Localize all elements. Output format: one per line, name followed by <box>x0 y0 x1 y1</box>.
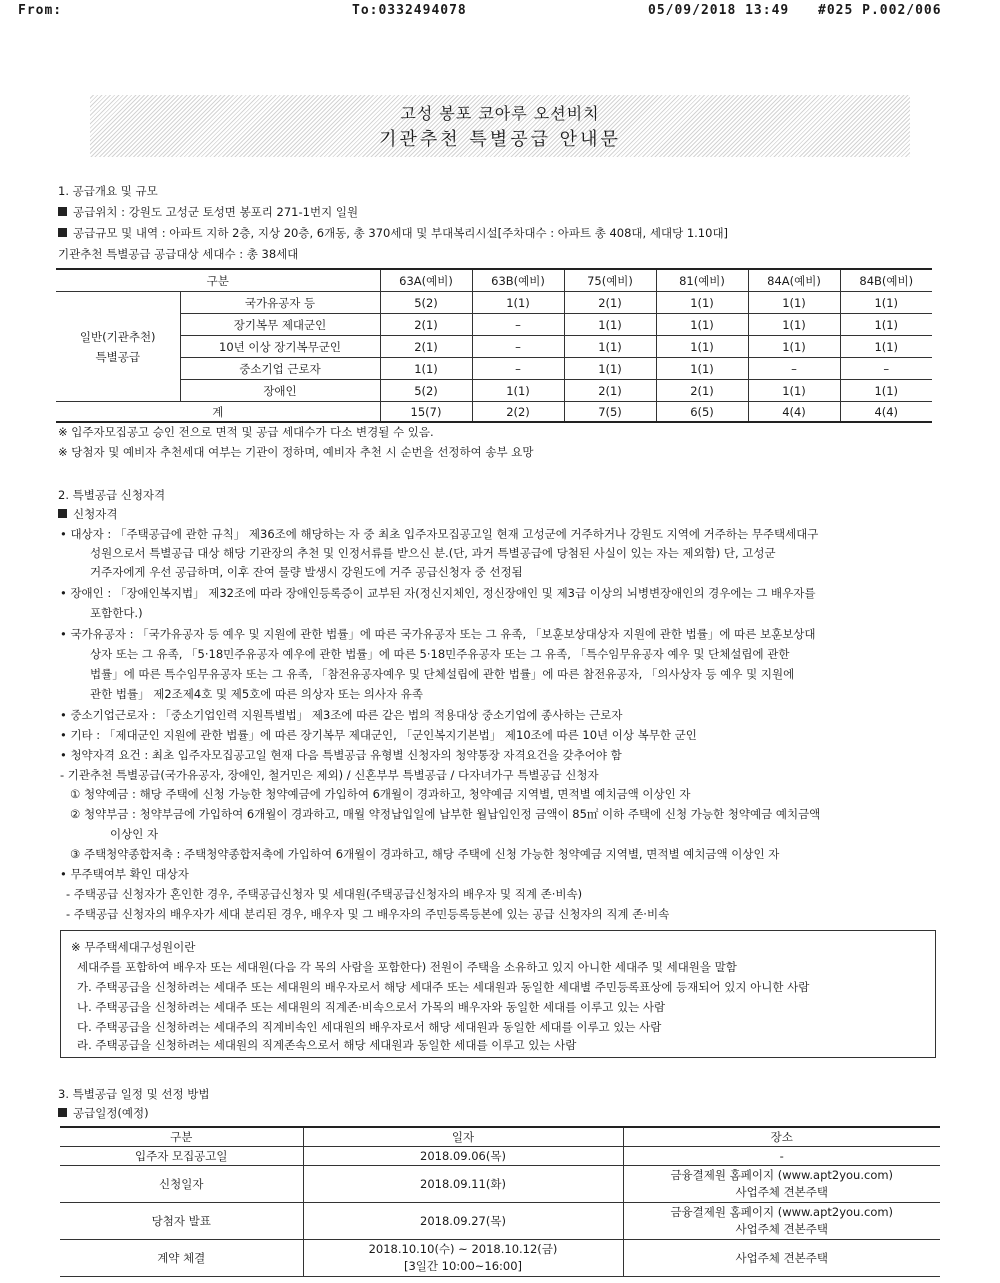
fax-page: #025 P.002/006 <box>818 3 942 18</box>
cell: 1(1) <box>472 292 564 314</box>
place-cell: - <box>623 1147 940 1166</box>
square-bullet-icon <box>58 207 67 216</box>
row-label: 계약 체결 <box>60 1240 303 1277</box>
text-line: 상자 또는 그 유족, 「5·18민주유공자 예우에 관한 법률」에 따른 5·18민주유공자 또는 그 유족, 「특수임무유공자 예우 및 단체설립에 관한 <box>90 647 790 661</box>
table-row <box>56 380 932 402</box>
cell: 1(1) <box>472 380 564 402</box>
supply-location: 공급위치 : 강원도 고성군 토성면 봉포리 271-1번지 일원 <box>58 204 358 220</box>
cell: 2(1) <box>380 336 472 358</box>
cell: 2(2) <box>472 402 564 423</box>
box-line: 나. 주택공급을 신청하려는 세대주 또는 세대원의 직계존·비속으로서 가목의 배우자와 동일한 세대를 이루고 있는 사람 <box>77 1000 666 1014</box>
header-cell: 84A(예비) <box>748 269 840 292</box>
supply-table <box>56 268 932 423</box>
cell: 1(1) <box>748 314 840 336</box>
cell: 1(1) <box>656 358 748 380</box>
cell: 15(7) <box>380 402 472 423</box>
section2-sub: 신청자격 <box>58 506 117 522</box>
supply-scale: 공급규모 및 내역 : 아파트 지하 2층, 지상 20층, 6개동, 총 370세대 및 부대복리시설[주차대수 : 아파트 총 408대, 세대당 1.10대] <box>58 225 728 241</box>
date-cell: 2018.09.06(목) <box>303 1147 623 1166</box>
fax-from: From: <box>18 3 63 18</box>
text-line: • 기타 : 「제대군인 지원에 관한 법률」에 따른 장기복무 제대군인, 「군인복지기본법」 제10조에 따른 10년 이상 복무한 군인 <box>60 728 697 742</box>
text-line: 포함한다.) <box>90 606 143 620</box>
cell: 7(5) <box>564 402 656 423</box>
section3-sub: 공급일정(예정) <box>58 1105 149 1121</box>
target-count: 기관추천 특별공급 공급대상 세대수 : 총 38세대 <box>58 247 299 261</box>
doc-title-line2: 기관추천 특별공급 안내문 <box>379 129 621 150</box>
cell: 1(1) <box>748 380 840 402</box>
place-cell: 금융결제원 홈페이지 (www.apt2you.com) 사업주체 견본주택 <box>623 1166 940 1203</box>
section1-heading: 1. 공급개요 및 규모 <box>58 184 158 198</box>
table-row <box>56 336 932 358</box>
text-line: • 중소기업근로자 : 「중소기업인력 지원특별법」 제3조에 따른 같은 법의 적용대상 중소기업에 종사하는 근로자 <box>60 708 623 722</box>
cell: 2(1) <box>380 314 472 336</box>
cell: 1(1) <box>840 336 932 358</box>
cell: 1(1) <box>564 314 656 336</box>
cell: – <box>748 358 840 380</box>
section3-heading: 3. 특별공급 일정 및 선정 방법 <box>58 1087 210 1101</box>
table-row <box>60 1240 940 1277</box>
cell: 1(1) <box>840 292 932 314</box>
header-cell: 63B(예비) <box>472 269 564 292</box>
table-row <box>60 1203 940 1240</box>
text-line: ① 청약예금 : 해당 주택에 신청 가능한 청약예금에 가입하여 6개월이 경과하고, 청약예금 지역별, 면적별 예치금액 이상인 자 <box>70 787 691 801</box>
date-cell: 2018.09.27(목) <box>303 1203 623 1240</box>
row-label: 당첨자 발표 <box>60 1203 303 1240</box>
row-label: 장기복무 제대군인 <box>180 314 380 336</box>
cell: – <box>840 358 932 380</box>
row-label: 국가유공자 등 <box>180 292 380 314</box>
square-bullet-icon <box>58 509 67 518</box>
cell: – <box>472 358 564 380</box>
cell: 1(1) <box>380 358 472 380</box>
table-row <box>56 314 932 336</box>
table-row <box>56 292 932 314</box>
box-line: 가. 주택공급을 신청하려는 세대주 또는 세대원의 배우자로서 해당 세대주 또는 세대원과 동일한 세대별 주민등록표상에 등재되어 있지 아니한 사람 <box>77 980 810 994</box>
text-line: ② 청약부금 : 청약부금에 가입하여 6개월이 경과하고, 매월 약정납입일에 납부한 월납입인정 금액이 85㎡ 이하 주택에 신청 가능한 청약예금 예치금액 <box>70 807 821 821</box>
text-line: 성원으로서 특별공급 대상 해당 기관장의 추천 및 인정서류를 받으신 분.(단, 과거 특별공급에 당첨된 사실이 있는 자는 제외함) 단, 고성군 <box>90 546 776 560</box>
definition-box <box>60 930 936 1058</box>
square-bullet-icon <box>58 1108 67 1117</box>
section2-heading: 2. 특별공급 신청자격 <box>58 488 166 502</box>
cell: 1(1) <box>656 314 748 336</box>
row-label: 장애인 <box>180 380 380 402</box>
schedule-table <box>60 1126 940 1277</box>
text-line: ③ 주택청약종합저축 : 주택청약종합저축에 가입하여 6개월이 경과하고, 해당 주택에 신청 가능한 청약예금 지역별, 면적별 예치금액 이상인 자 <box>70 847 780 861</box>
cell: 1(1) <box>748 292 840 314</box>
header-cell: 구분 <box>56 269 380 292</box>
date-cell: 2018.10.10(수) ~ 2018.10.12(금) [3일간 10:00~16:00] <box>303 1240 623 1277</box>
text-line: 법률」에 따른 특수임무유공자 또는 그 유족, 「참전유공자예우 및 단체설립에 관한 법률」에 따른 참전유공자, 「의사상자 등 예우 및 지원에 <box>90 667 795 681</box>
text-line: 관한 법률」 제2조제4호 및 제5호에 따른 의상자 또는 의사자 유족 <box>90 687 423 701</box>
header-cell: 구분 <box>60 1127 303 1147</box>
row-label: 10년 이상 장기복무군인 <box>180 336 380 358</box>
header-cell: 장소 <box>623 1127 940 1147</box>
cell: 5(2) <box>380 380 472 402</box>
note-line: ※ 당첨자 및 예비자 추천세대 여부는 기관이 정하며, 예비자 추천 시 순번을 선정하여 송부 요망 <box>58 445 534 459</box>
cell: 1(1) <box>564 336 656 358</box>
total-label: 계 <box>56 402 380 423</box>
cell: 1(1) <box>656 292 748 314</box>
text-line: • 장애인 : 「장애인복지법」 제32조에 따라 장애인등록증이 교부된 자(정신지체인, 정신장애인 및 제3급 이상의 뇌병변장애인의 경우에는 그 배우자를 <box>60 586 816 600</box>
doc-title-line1: 고성 봉포 코아루 오션비치 <box>400 104 600 123</box>
header-cell: 75(예비) <box>564 269 656 292</box>
total-row <box>56 402 932 423</box>
cell: 1(1) <box>656 336 748 358</box>
square-bullet-icon <box>58 228 67 237</box>
header-cell: 81(예비) <box>656 269 748 292</box>
fax-to: To:0332494078 <box>352 3 467 18</box>
cell: – <box>472 314 564 336</box>
cell: 1(1) <box>840 314 932 336</box>
cell: – <box>472 336 564 358</box>
table-header-row <box>56 269 932 292</box>
table-header-row <box>60 1127 940 1147</box>
text-line: - 주택공급 신청자의 배우자가 세대 분리된 경우, 배우자 및 그 배우자의 주민등록등본에 있는 공급 신청자의 직계 존·비속 <box>66 907 670 921</box>
box-title: ※ 무주택세대구성원이란 <box>71 940 196 954</box>
place-cell: 사업주체 견본주택 <box>623 1240 940 1277</box>
fax-header <box>0 3 1000 21</box>
text-line: - 주택공급 신청자가 혼인한 경우, 주택공급신청자 및 세대원(주택공급신청자의 배우자 및 직계 존·비속) <box>66 887 583 901</box>
table-row <box>60 1166 940 1203</box>
cell: 2(1) <box>564 292 656 314</box>
row-label: 신청일자 <box>60 1166 303 1203</box>
box-line: 라. 주택공급을 신청하려는 세대원의 직계존속으로서 해당 세대원과 동일한 세대를 이루고 있는 사람 <box>77 1038 577 1052</box>
text-line: • 청약자격 요건 : 최초 입주자모집공고일 현재 다음 특별공급 유형별 신청자의 청약통장 자격요건을 갖추어야 함 <box>60 748 622 762</box>
text-line: 이상인 자 <box>110 827 159 841</box>
table-row <box>60 1147 940 1166</box>
text-line: - 기관추천 특별공급(국가유공자, 장애인, 철거민은 제외) / 신혼부부 특별공급 / 다자녀가구 특별공급 신청자 <box>60 768 599 782</box>
cell: 1(1) <box>564 358 656 380</box>
fax-datetime: 05/09/2018 13:49 <box>648 3 790 18</box>
table-row <box>56 358 932 380</box>
cell: 5(2) <box>380 292 472 314</box>
text-line: • 국가유공자 : 「국가유공자 등 예우 및 지원에 관한 법률」에 따른 국가유공자 또는 그 유족, 「보훈보상대상자 지원에 관한 법률」에 따른 보훈보상대 <box>60 627 816 641</box>
text-line: 거주자에게 우선 공급하며, 이후 잔여 물량 발생시 강원도에 거주 공급신청자 중 선정됨 <box>90 565 523 579</box>
date-cell: 2018.09.11(화) <box>303 1166 623 1203</box>
text-line: • 대상자 : 「주택공급에 관한 규칙」 제36조에 해당하는 자 중 최초 입주자모집공고일 현재 고성군에 거주하거나 강원도 지역에 거주하는 무주택세대구 <box>60 527 819 541</box>
cell: 2(1) <box>564 380 656 402</box>
header-cell: 일자 <box>303 1127 623 1147</box>
cell: 2(1) <box>656 380 748 402</box>
header-cell: 63A(예비) <box>380 269 472 292</box>
text-line: • 무주택여부 확인 대상자 <box>60 867 189 881</box>
cell: 4(4) <box>840 402 932 423</box>
header-cell: 84B(예비) <box>840 269 932 292</box>
group-label: 일반(기관추천) 특별공급 <box>56 292 180 402</box>
note-line: ※ 입주자모집공고 승인 전으로 면적 및 공급 세대수가 다소 변경될 수 있음. <box>58 425 434 439</box>
cell: 4(4) <box>748 402 840 423</box>
cell: 1(1) <box>840 380 932 402</box>
place-cell: 금융결제원 홈페이지 (www.apt2you.com) 사업주체 견본주택 <box>623 1203 940 1240</box>
row-label: 중소기업 근로자 <box>180 358 380 380</box>
row-label: 입주자 모집공고일 <box>60 1147 303 1166</box>
cell: 1(1) <box>748 336 840 358</box>
box-line: 세대주를 포함하여 배우자 또는 세대원(다음 각 목의 사람을 포함한다) 전원이 주택을 소유하고 있지 아니한 세대주 및 세대원을 말함 <box>77 960 737 974</box>
box-line: 다. 주택공급을 신청하려는 세대주의 직계비속인 세대원의 배우자로서 해당 세대원과 동일한 세대를 이루고 있는 사람 <box>77 1020 662 1034</box>
cell: 6(5) <box>656 402 748 423</box>
